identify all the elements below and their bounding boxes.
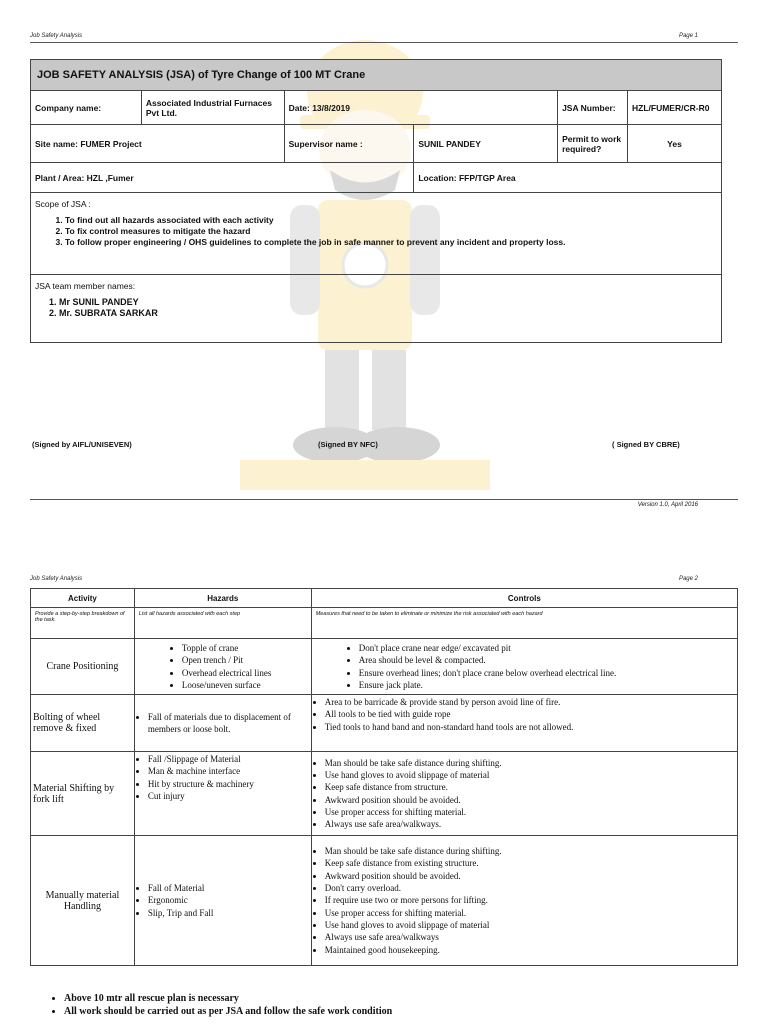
control-item: • Area to be barricade & provide stand by person avoid line of fire. <box>325 696 736 708</box>
team-label: JSA team member names: <box>35 281 136 291</box>
control-item: • Keep safe distance from structure. <box>325 781 736 793</box>
site-name: Site name: FUMER Project <box>31 125 285 163</box>
control-item: • Always use safe area/walkways <box>325 931 736 943</box>
activity-cell: Material Shifting by fork lift <box>31 752 135 836</box>
hazard-item: • Open trench / Pit <box>182 654 310 667</box>
table-row <box>31 836 738 966</box>
control-item: • Don't place crane near edge/ excavated pit <box>359 642 736 655</box>
scope-label: Scope of JSA : <box>35 199 91 209</box>
scope-list <box>35 215 717 248</box>
team-section <box>31 275 722 343</box>
col-hazards-desc: List all hazards associated with each step <box>134 608 311 639</box>
col-hazards: Hazards <box>134 589 311 608</box>
control-item: • Tied tools to hand band and non-standard hand tools are not allowed. <box>325 721 736 733</box>
control-item: • Man should be take safe distance during shifting. <box>325 845 736 857</box>
table-row <box>31 639 738 695</box>
page1-header-left: Job Safety Analysis <box>30 33 83 39</box>
control-item: • Use proper access for shifting material. <box>325 907 736 919</box>
version-label: Version 1.0, April 2016 <box>637 502 698 508</box>
control-item: • Use hand gloves to avoid slippage of material <box>325 919 736 931</box>
jsa-number-value: HZL/FUMER/CR-R0 <box>628 91 722 125</box>
hazards-cell <box>134 836 311 966</box>
note-item: • All work should be carried out as per JSA and follow the safe work condition <box>64 1005 392 1018</box>
control-item: • Ensure overhead lines; don't place crane below overhead electrical line. <box>359 667 736 680</box>
control-item: • Man should be take safe distance during shifting. <box>325 757 736 769</box>
team-member: 1. Mr SUNIL PANDEY <box>59 297 717 308</box>
scope-item: 2. To fix control measures to mitigate the hazard <box>65 226 717 237</box>
controls-cell <box>311 836 737 966</box>
page1-header-rule <box>30 42 738 43</box>
jsa-title: JOB SAFETY ANALYSIS (JSA) of Tyre Change of 100 MT Crane <box>31 60 722 91</box>
scope-section <box>31 193 722 275</box>
hazard-item: • Ergonomic <box>148 894 310 906</box>
team-list <box>35 297 717 319</box>
controls-cell <box>311 639 737 695</box>
control-item: • Area should be level & compacted. <box>359 654 736 667</box>
hazard-item: • Fall of Material <box>148 882 310 894</box>
hazard-item: • Topple of crane <box>182 642 310 655</box>
hazards-cell <box>134 695 311 752</box>
control-item: • Awkward position should be avoided. <box>325 870 736 882</box>
col-activity: Activity <box>31 589 135 608</box>
page2-header-left: Job Safety Analysis <box>30 576 83 582</box>
hazard-item: • Loose/uneven surface <box>182 679 310 692</box>
company-label: Company name: <box>31 91 142 125</box>
control-item: • Always use safe area/walkways. <box>325 818 736 830</box>
hazard-item: • Overhead electrical lines <box>182 667 310 680</box>
hazards-cell <box>134 752 311 836</box>
location: Location: FFP/TGP Area <box>414 163 722 193</box>
table-row <box>31 752 738 836</box>
signature-cbre: ( Signed BY CBRE) <box>612 440 680 449</box>
control-item: • Awkward position should be avoided. <box>325 794 736 806</box>
col-controls-desc: Measures that need to be taken to eliminate or minimize the risk associated with each hazard <box>311 608 737 639</box>
signature-nfc: (Signed BY NFC) <box>318 440 378 449</box>
control-item: • Maintained good housekeeping. <box>325 944 736 956</box>
supervisor-value: SUNIL PANDEY <box>414 125 558 163</box>
hazard-item: • Slip, Trip and Fall <box>148 907 310 919</box>
jsa-info-table <box>30 59 722 343</box>
plant-area: Plant / Area: HZL ,Fumer <box>31 163 414 193</box>
scope-item: 1. To find out all hazards associated with each activity <box>65 215 717 226</box>
controls-cell <box>311 695 737 752</box>
hazards-cell <box>134 639 311 695</box>
activity-cell: Bolting of wheel remove & fixed <box>31 695 135 752</box>
company-value: Associated Industrial Furnaces Pvt Ltd. <box>141 91 284 125</box>
table-row <box>31 695 738 752</box>
col-activity-desc: Provide a step-by-step breakdown of the task. <box>31 608 135 639</box>
signature-aifl: (Signed by AIFL/UNISEVEN) <box>32 440 132 449</box>
col-controls: Controls <box>311 589 737 608</box>
page1-footer-rule <box>30 499 738 500</box>
permit-value: Yes <box>628 125 722 163</box>
control-item: • Don't carry overload. <box>325 882 736 894</box>
hazard-item: • Fall /Slippage of Material <box>148 753 310 765</box>
jsa-number-label: JSA Number: <box>558 91 628 125</box>
hazard-item: • Cut injury <box>148 790 310 802</box>
scope-item: 3. To follow proper engineering / OHS guidelines to complete the job in safe manner to prevent any incident and property loss. <box>65 237 717 248</box>
activity-cell: Crane Positioning <box>31 639 135 695</box>
controls-cell <box>311 752 737 836</box>
date-field: Date: 13/8/2019 <box>284 91 558 125</box>
note-item: • Above 10 mtr all rescue plan is necessary <box>64 992 392 1005</box>
page2-header-right: Page 2 <box>678 576 698 582</box>
control-item: • Use proper access for shifting material. <box>325 806 736 818</box>
permit-label: Permit to work required? <box>558 125 628 163</box>
safety-notes <box>48 992 392 1018</box>
supervisor-label: Supervisor name : <box>284 125 414 163</box>
hazard-item: • Fall of materials due to displacement of members or loose bolt. <box>148 711 310 736</box>
hazard-item: • Man & machine interface <box>148 765 310 777</box>
control-item: • Use hand gloves to avoid slippage of material <box>325 769 736 781</box>
control-item: • If require use two or more persons for lifting. <box>325 894 736 906</box>
hazard-item: • Hit by structure & machinery <box>148 778 310 790</box>
control-item: • All tools to be tied with guide rope <box>325 708 736 720</box>
jsa-hazard-table <box>30 588 738 966</box>
control-item: • Keep safe distance from existing structure. <box>325 857 736 869</box>
activity-cell: Manually material Handling <box>31 836 135 966</box>
control-item: • Ensure jack plate. <box>359 679 736 692</box>
page1-header-right: Page 1 <box>678 33 698 39</box>
team-member: 2. Mr. SUBRATA SARKAR <box>59 308 717 319</box>
